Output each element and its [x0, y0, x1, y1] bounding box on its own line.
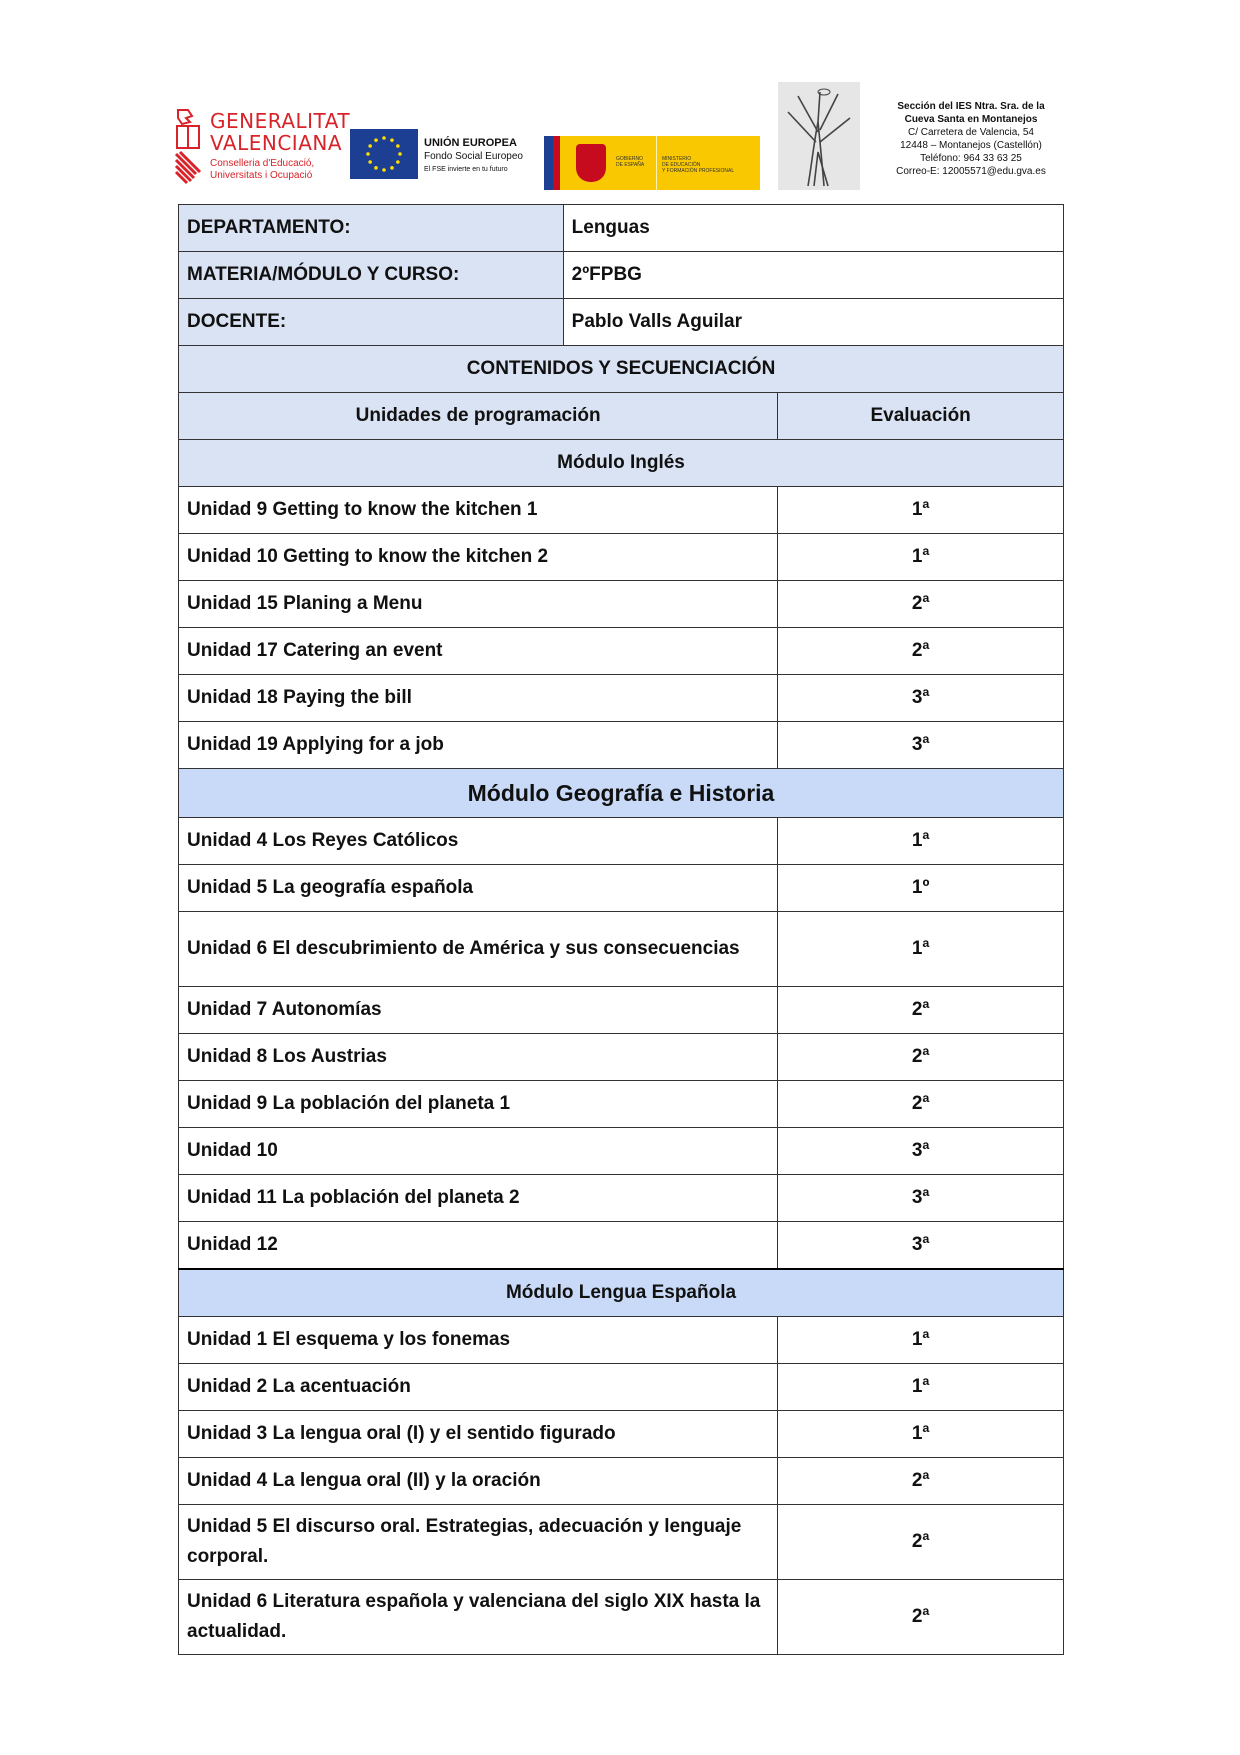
unit-name: Unidad 10 Getting to know the kitchen 2 [179, 534, 778, 581]
unit-row [179, 1128, 1064, 1175]
eu-star-icon [390, 138, 394, 142]
ies-line1: Sección del IES Ntra. Sra. de la [897, 101, 1045, 112]
unit-evaluacion: 2ª [778, 1505, 1064, 1580]
unit-evaluacion: 3ª [778, 722, 1064, 769]
ies-line2: Cueva Santa en Montanejos [904, 114, 1038, 125]
module-header-row [179, 1269, 1064, 1317]
unit-row [179, 1411, 1064, 1458]
unit-name: Unidad 1 El esquema y los fonemas [179, 1317, 778, 1364]
unit-row [179, 1175, 1064, 1222]
unit-row [179, 818, 1064, 865]
departamento-row [179, 205, 1064, 252]
contenidos-title: CONTENIDOS Y SECUENCIACIÓN [179, 346, 1064, 393]
docente-label: DOCENTE: [179, 299, 564, 346]
materia-value: 2ºFPBG [563, 252, 1063, 299]
unit-evaluacion: 1ª [778, 1364, 1064, 1411]
unit-evaluacion: 3ª [778, 1175, 1064, 1222]
unit-row [179, 722, 1064, 769]
unit-name: Unidad 5 La geografía española [179, 865, 778, 912]
unit-name: Unidad 9 La población del planeta 1 [179, 1081, 778, 1128]
unit-name: Unidad 6 El descubrimiento de América y sus consecuencias [179, 912, 778, 987]
unit-row [179, 1364, 1064, 1411]
unit-name: Unidad 3 La lengua oral (I) y el sentido figurado [179, 1411, 778, 1458]
unit-row [179, 1317, 1064, 1364]
module-header-row [179, 440, 1064, 487]
spain-flag-red [553, 136, 560, 190]
eu-title: UNIÓN EUROPEA [424, 137, 517, 149]
unit-row [179, 534, 1064, 581]
unit-row [179, 1505, 1064, 1580]
logo-divider [656, 136, 657, 190]
unit-evaluacion: 2ª [778, 987, 1064, 1034]
ministerio-line2: DE EDUCACIÓN [662, 162, 701, 168]
unit-row [179, 1222, 1064, 1270]
ies-line4: 12448 – Montanejos (Castellón) [900, 140, 1042, 151]
conselleria-line1: Conselleria d'Educació, [210, 158, 315, 169]
eu-star-icon [382, 168, 386, 172]
unit-name: Unidad 2 La acentuación [179, 1364, 778, 1411]
unit-name: Unidad 12 [179, 1222, 778, 1270]
eu-star-icon [368, 144, 372, 148]
unit-evaluacion: 1ª [778, 818, 1064, 865]
eu-stripe [544, 136, 553, 190]
generalitat-line2: VALENCIANA [210, 131, 343, 155]
gobierno-line1: GOBIERNO [616, 156, 643, 162]
unit-name: Unidad 11 La población del planeta 2 [179, 1175, 778, 1222]
programacion-table [178, 204, 1064, 1655]
unit-row [179, 987, 1064, 1034]
unit-evaluacion: 2ª [778, 1034, 1064, 1081]
eu-star-icon [368, 160, 372, 164]
eu-star-icon [398, 152, 402, 156]
unit-evaluacion: 1º [778, 865, 1064, 912]
unit-row [179, 1458, 1064, 1505]
eu-subtitle: Fondo Social Europeo [424, 151, 523, 162]
col-header-evaluacion: Evaluación [778, 393, 1064, 440]
eu-flag-icon [350, 129, 418, 179]
unit-name: Unidad 6 Literatura española y valenciana del siglo XIX hasta la actualidad. [179, 1580, 778, 1655]
generalitat-logo [174, 108, 351, 188]
eu-star-icon [390, 166, 394, 170]
column-header-row [179, 393, 1064, 440]
unit-name: Unidad 18 Paying the bill [179, 675, 778, 722]
unit-name: Unidad 17 Catering an event [179, 628, 778, 675]
unit-evaluacion: 2ª [778, 628, 1064, 675]
unit-evaluacion: 1ª [778, 487, 1064, 534]
unit-evaluacion: 2ª [778, 1081, 1064, 1128]
unit-name: Unidad 5 El discurso oral. Estrategias, adecuación y lenguaje corporal. [179, 1505, 778, 1580]
unit-evaluacion: 1ª [778, 534, 1064, 581]
unit-evaluacion: 3ª [778, 675, 1064, 722]
unit-name: Unidad 4 La lengua oral (II) y la oración [179, 1458, 778, 1505]
unit-evaluacion: 1ª [778, 1317, 1064, 1364]
unit-name: Unidad 8 Los Austrias [179, 1034, 778, 1081]
unit-name: Unidad 9 Getting to know the kitchen 1 [179, 487, 778, 534]
unit-name: Unidad 7 Autonomías [179, 987, 778, 1034]
col-header-unidades: Unidades de programación [179, 393, 778, 440]
unit-evaluacion: 2ª [778, 1458, 1064, 1505]
gobierno-line2: DE ESPAÑA [616, 162, 645, 168]
ministerio-line1: MINISTERIO [662, 156, 692, 162]
unit-row [179, 865, 1064, 912]
unit-row [179, 1580, 1064, 1655]
module-header-row [179, 769, 1064, 818]
unit-row [179, 581, 1064, 628]
gobierno-espana-logo [544, 136, 760, 190]
unit-name: Unidad 15 Planing a Menu [179, 581, 778, 628]
eu-star-icon [396, 144, 400, 148]
docente-value: Pablo Valls Aguilar [563, 299, 1063, 346]
unit-row [179, 487, 1064, 534]
unit-evaluacion: 1ª [778, 912, 1064, 987]
unit-row [179, 1034, 1064, 1081]
union-europea-logo [350, 129, 530, 181]
document-header [170, 82, 1080, 194]
unit-evaluacion: 2ª [778, 581, 1064, 628]
eu-tagline: El FSE invierte en tu futuro [424, 166, 508, 173]
departamento-label: DEPARTAMENTO: [179, 205, 564, 252]
ies-line6: Correo-E: 12005571@edu.gva.es [896, 166, 1046, 177]
generalitat-line1: GENERALITAT [210, 109, 351, 133]
eu-star-icon [382, 136, 386, 140]
unit-row [179, 675, 1064, 722]
ies-tree-logo-icon [778, 82, 860, 190]
spain-coat-of-arms-icon [576, 144, 606, 182]
unit-row [179, 912, 1064, 987]
eu-star-icon [396, 160, 400, 164]
unit-row [179, 1081, 1064, 1128]
module-title: Módulo Inglés [179, 440, 1064, 487]
unit-evaluacion: 3ª [778, 1128, 1064, 1175]
unit-evaluacion: 3ª [778, 1222, 1064, 1270]
unit-evaluacion: 1ª [778, 1411, 1064, 1458]
docente-row [179, 299, 1064, 346]
ies-line5: Teléfono: 964 33 63 25 [920, 153, 1022, 164]
contenidos-title-row [179, 346, 1064, 393]
unit-name: Unidad 19 Applying for a job [179, 722, 778, 769]
unit-name: Unidad 10 [179, 1128, 778, 1175]
module-title: Módulo Lengua Española [179, 1269, 1064, 1317]
ministerio-line3: Y FORMACIÓN PROFESIONAL [662, 168, 735, 174]
unit-name: Unidad 4 Los Reyes Católicos [179, 818, 778, 865]
eu-star-icon [374, 138, 378, 142]
departamento-value: Lenguas [563, 205, 1063, 252]
ies-address [866, 100, 1076, 178]
eu-star-icon [374, 166, 378, 170]
eu-star-icon [366, 152, 370, 156]
materia-row [179, 252, 1064, 299]
conselleria-line2: Universitats i Ocupació [210, 170, 313, 181]
module-title: Módulo Geografía e Historia [179, 769, 1064, 818]
unit-evaluacion: 2ª [778, 1580, 1064, 1655]
unit-row [179, 628, 1064, 675]
ies-line3: C/ Carretera de Valencia, 54 [908, 127, 1034, 138]
materia-label: MATERIA/MÓDULO Y CURSO: [179, 252, 564, 299]
generalitat-crest-icon [174, 108, 204, 186]
